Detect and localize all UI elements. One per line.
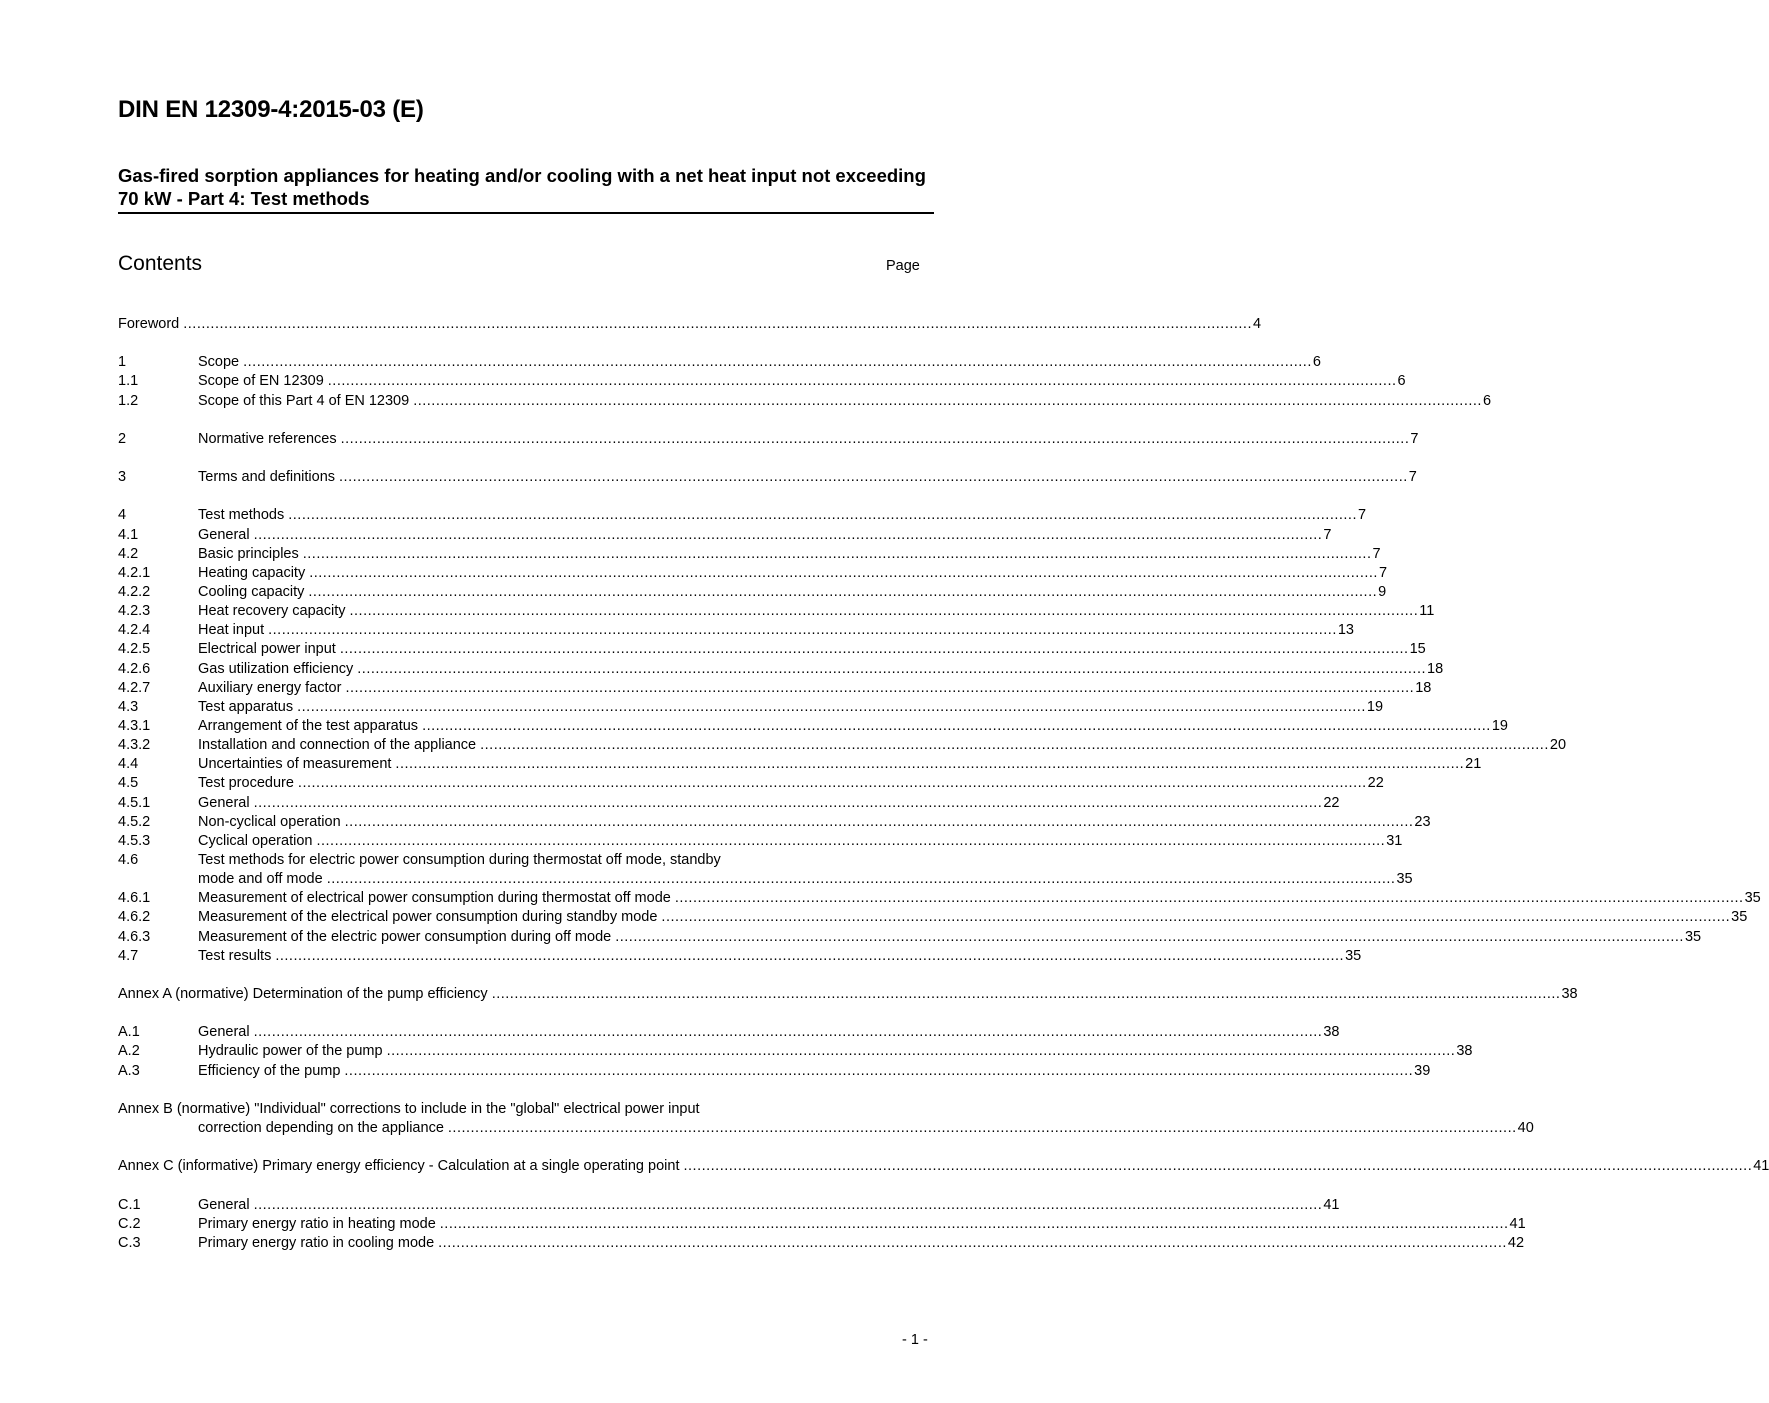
- toc-leader: [339, 468, 1408, 487]
- toc-page: 19: [1366, 698, 1383, 717]
- toc-page: 18: [1414, 679, 1431, 698]
- toc-title: Measurement of electrical power consumption during thermostat off mode: [198, 889, 675, 908]
- toc-page: 35: [1730, 908, 1747, 927]
- toc-leader: [344, 1062, 1413, 1081]
- toc-entry[interactable]: [118, 889, 1761, 908]
- toc-entry[interactable]: [118, 526, 1332, 545]
- toc-leader: [183, 315, 1252, 334]
- toc-number: 4.2.6: [118, 660, 151, 677]
- toc-leader: [683, 1157, 1752, 1176]
- toc-page: 18: [1426, 660, 1443, 679]
- toc-page: 6: [1482, 392, 1491, 411]
- toc-entry[interactable]: [118, 698, 1384, 717]
- toc-entry[interactable]: [118, 392, 1492, 411]
- toc-entry[interactable]: [118, 794, 1340, 813]
- toc-page: 7: [1409, 430, 1418, 449]
- toc-number: 4.3.1: [118, 717, 151, 734]
- toc-leader: [254, 526, 1323, 545]
- toc-leader: [341, 430, 1410, 449]
- toc-entry[interactable]: [118, 717, 1508, 736]
- toc-leader: [297, 698, 1366, 717]
- toc-leader: [395, 755, 1464, 774]
- toc-page: 40: [1517, 1119, 1534, 1138]
- toc-page: 4: [1252, 315, 1261, 334]
- toc-title: Test procedure: [198, 774, 298, 793]
- toc-title: Annex C (informative) Primary energy efficiency - Calculation at a single operating point: [118, 1157, 683, 1176]
- toc-page: 11: [1418, 602, 1434, 621]
- toc-title-line1: Annex B (normative) "Individual" corrections to include in the "global" electrical power input: [118, 1100, 700, 1117]
- page-number: - 1 -: [902, 1332, 928, 1348]
- toc-title: General: [198, 794, 254, 813]
- toc-page: 35: [1744, 889, 1761, 908]
- toc-leader: [615, 928, 1684, 947]
- toc-number: 4.2.4: [118, 622, 151, 639]
- toc-number: 2: [118, 430, 127, 447]
- document-title: DIN EN 12309-4:2015-03 (E): [118, 96, 424, 123]
- toc-entry-annex-b[interactable]: [118, 1100, 1534, 1138]
- toc-title: Non-cyclical operation: [198, 813, 345, 832]
- toc-title: Normative references: [198, 430, 341, 449]
- toc-entry[interactable]: [118, 564, 1388, 583]
- page-column-heading: Page: [886, 258, 920, 274]
- toc-title: Measurement of the electrical power consumption during standby mode: [198, 908, 661, 927]
- toc-page: 22: [1322, 794, 1339, 813]
- toc-number: 4.2.3: [118, 603, 151, 620]
- toc-title: Foreword: [118, 315, 183, 334]
- toc-number: A.2: [118, 1043, 140, 1060]
- toc-number: 4.5.2: [118, 813, 151, 830]
- toc-page: 7: [1322, 526, 1331, 545]
- toc-title: Arrangement of the test apparatus: [198, 717, 422, 736]
- toc-leader: [243, 353, 1312, 372]
- toc-title: Test methods: [198, 506, 288, 525]
- toc-number: 4.2.2: [118, 583, 151, 600]
- toc-page: 38: [1322, 1023, 1339, 1042]
- toc-number: 3: [118, 469, 127, 486]
- toc-number: A.1: [118, 1024, 140, 1041]
- toc-page: 35: [1684, 928, 1701, 947]
- toc-title: Basic principles: [198, 545, 303, 564]
- toc-title: Installation and connection of the appliance: [198, 736, 480, 755]
- toc-leader: [438, 1234, 1507, 1253]
- toc-leader: [254, 794, 1323, 813]
- toc-title: Efficiency of the pump: [198, 1062, 344, 1081]
- toc-page: 41: [1509, 1215, 1526, 1234]
- toc-page: 7: [1408, 468, 1417, 487]
- toc-title-line2: correction depending on the appliance: [198, 1119, 448, 1138]
- toc-number: C.3: [118, 1234, 141, 1251]
- toc-title: General: [198, 526, 254, 545]
- toc-page: 7: [1372, 545, 1381, 564]
- toc-leader: [387, 1042, 1456, 1061]
- toc-leader: [316, 832, 1385, 851]
- toc-number: 4.2: [118, 545, 139, 562]
- toc-leader: [340, 640, 1409, 659]
- toc-leader: [357, 660, 1426, 679]
- toc-title: Electrical power input: [198, 640, 340, 659]
- toc-entry[interactable]: [118, 372, 1406, 391]
- toc-page: 42: [1507, 1234, 1524, 1253]
- toc-entry[interactable]: [118, 1023, 1340, 1042]
- toc-title: Heat recovery capacity: [198, 602, 349, 621]
- toc-title: Cooling capacity: [198, 583, 308, 602]
- toc-entry-annex-c[interactable]: [118, 1157, 1769, 1176]
- toc-number: C.1: [118, 1196, 141, 1213]
- toc-number: 4.7: [118, 947, 139, 964]
- toc-title: Terms and definitions: [198, 468, 339, 487]
- toc-number: 4: [118, 507, 127, 524]
- toc-number: 4.6.2: [118, 909, 151, 926]
- toc-number: 4.1: [118, 526, 139, 543]
- toc-title: Primary energy ratio in heating mode: [198, 1215, 440, 1234]
- toc-number: 4.6.1: [118, 890, 151, 907]
- toc-leader: [275, 947, 1344, 966]
- toc-page: 6: [1312, 353, 1321, 372]
- toc-page: 39: [1413, 1062, 1430, 1081]
- toc-number: 1.2: [118, 392, 139, 409]
- toc-title-line1: Test methods for electric power consumption during thermostat off mode, standby: [198, 851, 721, 868]
- toc-leader: [303, 545, 1372, 564]
- toc-leader: [661, 908, 1730, 927]
- toc-leader: [298, 774, 1367, 793]
- toc-entry[interactable]: [118, 1062, 1431, 1081]
- toc-leader: [413, 392, 1482, 411]
- toc-entry[interactable]: [118, 1042, 1473, 1061]
- toc-entry[interactable]: [118, 1234, 1525, 1253]
- toc-entry[interactable]: [118, 468, 1417, 487]
- toc-entry[interactable]: [118, 736, 1567, 755]
- toc-leader: [288, 506, 1357, 525]
- toc-entry[interactable]: [118, 640, 1426, 659]
- toc-leader: [422, 717, 1491, 736]
- toc-leader: [480, 736, 1549, 755]
- toc-entry[interactable]: [118, 506, 1367, 525]
- toc-page: 9: [1377, 583, 1386, 602]
- toc-leader: [308, 583, 1377, 602]
- toc-page: 38: [1455, 1042, 1472, 1061]
- toc-entry-annex-a[interactable]: [118, 985, 1578, 1004]
- toc-entry[interactable]: [118, 755, 1482, 774]
- toc-leader: [345, 813, 1414, 832]
- toc-number: 4.6: [118, 851, 139, 868]
- toc-title: Hydraulic power of the pump: [198, 1042, 387, 1061]
- toc-leader: [254, 1196, 1323, 1215]
- toc-page: 35: [1395, 870, 1412, 889]
- toc-entry[interactable]: [118, 928, 1702, 947]
- toc-title: Test apparatus: [198, 698, 297, 717]
- toc-entry[interactable]: [118, 602, 1435, 621]
- toc-number: A.3: [118, 1062, 140, 1079]
- toc-leader: [675, 889, 1744, 908]
- toc-title: Annex A (normative) Determination of the pump efficiency: [118, 985, 492, 1004]
- toc-entry[interactable]: [118, 1215, 1526, 1234]
- toc-title: Cyclical operation: [198, 832, 316, 851]
- toc-page: 13: [1337, 621, 1354, 640]
- toc-number: 4.3.2: [118, 737, 151, 754]
- toc-title: Scope of EN 12309: [198, 372, 328, 391]
- toc-leader: [328, 372, 1397, 391]
- toc-number: 4.6.3: [118, 928, 151, 945]
- toc-leader: [492, 985, 1561, 1004]
- toc-number: 4.5: [118, 775, 139, 792]
- toc-title: Heat input: [198, 621, 268, 640]
- toc-number: 4.4: [118, 756, 139, 773]
- toc-title: Measurement of the electric power consumption during off mode: [198, 928, 615, 947]
- toc-entry[interactable]: [118, 1196, 1340, 1215]
- toc-leader: [345, 679, 1414, 698]
- toc-entry[interactable]: [118, 813, 1431, 832]
- toc-entry[interactable]: [118, 908, 1748, 927]
- toc-title: Auxiliary energy factor: [198, 679, 345, 698]
- toc-page: 15: [1409, 640, 1426, 659]
- toc-number: 1: [118, 354, 127, 371]
- document-subtitle: Gas-fired sorption appliances for heating and/or cooling with a net heat input not exceeding 70 kW - Part 4: Test methods: [118, 164, 934, 214]
- toc-page: 7: [1378, 564, 1387, 583]
- toc-entry[interactable]: [118, 583, 1387, 602]
- toc-entry[interactable]: [118, 621, 1354, 640]
- toc-leader: [327, 870, 1396, 889]
- toc-page: 41: [1752, 1157, 1769, 1176]
- toc-page: 41: [1322, 1196, 1339, 1215]
- toc-number: 4.5.1: [118, 794, 151, 811]
- toc-leader: [448, 1119, 1517, 1138]
- toc-entry[interactable]: [118, 545, 1381, 564]
- toc-title-line2: mode and off mode: [198, 870, 327, 889]
- toc-entry[interactable]: [118, 353, 1321, 372]
- toc-title: Scope: [198, 353, 243, 372]
- toc-number: 4.2.7: [118, 679, 151, 696]
- toc-entry-foreword[interactable]: [118, 315, 1262, 334]
- toc-page: 35: [1344, 947, 1361, 966]
- toc-page: 20: [1549, 736, 1566, 755]
- toc-entry[interactable]: [118, 774, 1384, 793]
- toc-page: 23: [1413, 813, 1430, 832]
- toc-entry[interactable]: [118, 430, 1419, 449]
- toc-title: Scope of this Part 4 of EN 12309: [198, 392, 413, 411]
- toc-entry[interactable]: [118, 832, 1403, 851]
- toc-leader: [440, 1215, 1509, 1234]
- toc-leader: [268, 621, 1337, 640]
- toc-number: C.2: [118, 1215, 141, 1232]
- toc-entry[interactable]: [118, 660, 1444, 679]
- toc-page: 22: [1367, 774, 1384, 793]
- toc-title: Uncertainties of measurement: [198, 755, 395, 774]
- toc-title: Gas utilization efficiency: [198, 660, 357, 679]
- contents-heading: Contents: [118, 252, 203, 275]
- toc-page: 31: [1385, 832, 1402, 851]
- toc-entry[interactable]: [118, 851, 1413, 889]
- toc-number: 1.1: [118, 373, 139, 390]
- toc-page: 19: [1491, 717, 1508, 736]
- toc-page: 6: [1397, 372, 1406, 391]
- toc-number: 4.2.1: [118, 564, 151, 581]
- toc-title: General: [198, 1196, 254, 1215]
- toc-page: 21: [1464, 755, 1481, 774]
- toc-number: 4.3: [118, 698, 139, 715]
- toc-title: Heating capacity: [198, 564, 309, 583]
- toc-entry[interactable]: [118, 947, 1362, 966]
- toc-leader: [349, 602, 1418, 621]
- toc-title: General: [198, 1023, 254, 1042]
- toc-entry[interactable]: [118, 679, 1432, 698]
- toc-title: Primary energy ratio in cooling mode: [198, 1234, 438, 1253]
- toc-number: 4.2.5: [118, 641, 151, 658]
- toc-leader: [309, 564, 1378, 583]
- table-of-contents: [118, 315, 1769, 1253]
- toc-number: 4.5.3: [118, 832, 151, 849]
- toc-page: 7: [1357, 506, 1366, 525]
- toc-page: 38: [1560, 985, 1577, 1004]
- toc-leader: [254, 1023, 1323, 1042]
- toc-title: Test results: [198, 947, 275, 966]
